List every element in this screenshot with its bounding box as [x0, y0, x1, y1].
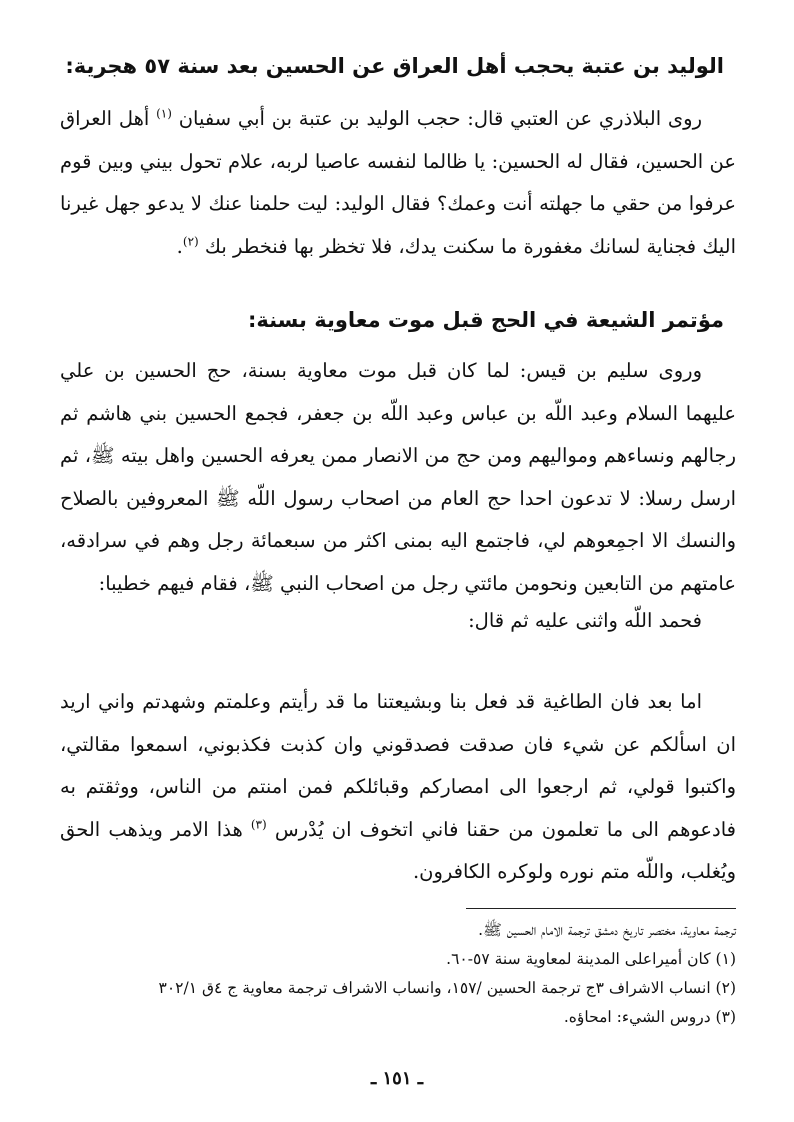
paragraph-text: فحمد اللّه واثنى عليه ثم قال: — [468, 609, 702, 632]
paragraph-text: روى البلاذري عن العتبي قال: حجب الوليد بن عتبة بن أبي سفيان — [178, 107, 702, 130]
footnotes-list — [60, 916, 736, 1032]
footnote-item: ترجمة معاوية، مختصر تاريخ دمشق ترجمة الامام الحسين ﷺ. — [478, 921, 736, 939]
paragraph-text: هذا الامر ويذهب الحق ويُغلب، واللّه متم نوره ولوكره الكافرون. — [60, 817, 736, 883]
paragraph-text: اما بعد فان الطاغية قد فعل بنا وبشيعتنا ما قد رأيتم وعلمتم وشهدتم واني اريد ان اسألكم عن شيء فان صدقت فصدقوني وان كذبت فكذبوني، اسمعوا مقالتي، واكتبوا قولي، ثم ارجعوا الى امصاركم وقبائلكم فمن امنتم من الناس، ووثقتم به فادعوهم الى ما تعلمون من حقنا فاني اتخوف ان يُدْرس — [60, 690, 737, 841]
paragraph-conference — [60, 350, 736, 605]
paragraph-text: . — [176, 234, 183, 258]
paragraph-text: وروى سليم بن قيس: لما كان قبل موت معاوية بسنة، حج الحسين بن علي عليهما السلام وعبد اللّه بن عباس وعبد اللّه بن جعفر، فجمع الحسين بني هاشم ثم رجالهم ونساءهم ومواليهم ومن حج من الانصار ممن يعرفه الحسين واهل بيته ﷺ، ثم ارسل رسلا: لا تدعون احدا حج العام من اصحاب رسول اللّه ﷺ المعروفين بالصلاح والنسك الا اجمِعوهم لي، فاجتمع اليه بمنى اكثر من سبعمائة رجل وهم في سرادقه، عامتهم من التابعين ونحومن مائتي رجل من اصحاب النبي ﷺ، فقام فيهم خطيبا: — [60, 359, 736, 595]
footnote-item: (٣) دروس الشيء: امحاؤه. — [563, 1008, 736, 1026]
section-heading-walid: الوليد بن عتبة يحجب أهل العراق عن الحسين بعد سنة ٥٧ هجرية: — [65, 54, 724, 78]
paragraph-sermon — [60, 681, 736, 894]
page-number: ـ ١٥١ ـ — [370, 1068, 424, 1089]
paragraph-text: أهل العراق عن الحسين، فقال له الحسين: يا ظالما لنفسه عاصيا لربه، علام تحول بيني وبين قوم عرفوا من حقي ما جهلته أنت وعمك؟ فقال الوليد: ليت حلمنا عنك لا يدعو جهل غيرنا اليك فجناية لسانك مغفورة ما سكنت يدك، فلا تخظر بها فنخطر بك — [60, 107, 736, 258]
footnote-divider — [466, 908, 736, 909]
footnote-item: (٢) انساب الاشراف ٣ج ترجمة الحسين /١٥٧، وانساب الاشراف ترجمة معاوية ج ٤ق ٣٠٢/١ — [158, 979, 736, 997]
footnote-ref-2: (٢) — [182, 234, 199, 248]
paragraph-walid-blocks — [60, 98, 736, 268]
footnote-item: (١) كان أميراعلى المدينة لمعاوية سنة ٥٧-٦٠. — [446, 950, 736, 968]
paragraph-praise — [60, 600, 736, 643]
footnote-ref-3: (٣) — [250, 817, 267, 831]
section-heading-shia-conference: مؤتمر الشيعة في الحج قبل موت معاوية بسنة: — [247, 308, 724, 332]
footnote-ref-1: (١) — [156, 106, 172, 121]
